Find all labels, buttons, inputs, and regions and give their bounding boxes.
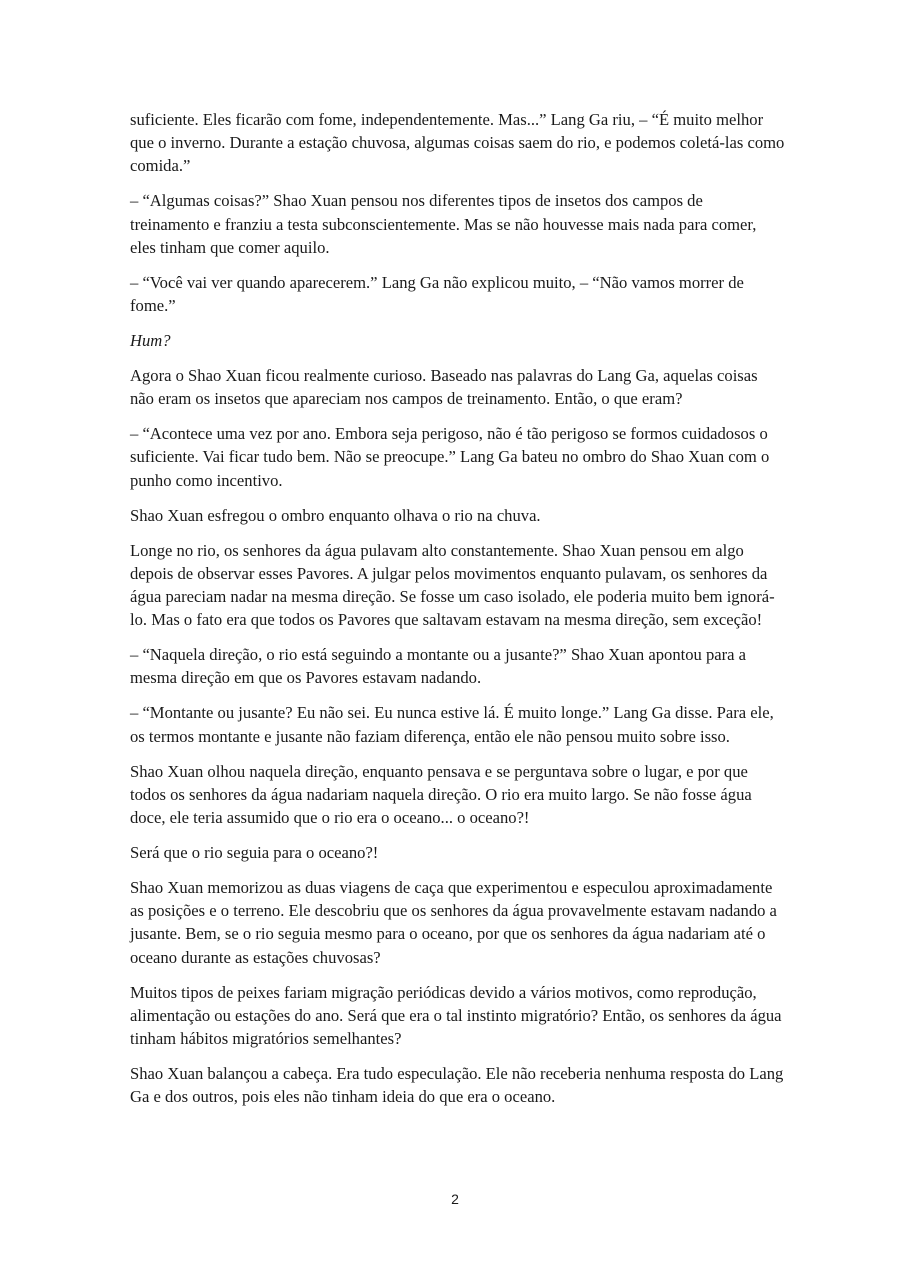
paragraph: suficiente. Eles ficarão com fome, independentemente. Mas...” Lang Ga riu, – “É muito melhor que o inverno. Durante a estação chuvosa, algumas coisas saem do rio, e podemos coletá-las como comida.” [130, 110, 785, 176]
paragraph: Shao Xuan memorizou as duas viagens de caça que experimentou e especulou aproximadamente as posições e o terreno. Ele descobriu que os senhores da água provavelmente estavam nadando a jusante. Bem, se o rio seguia mesmo para o oceano, por que os senhores da água nadariam até o oceano durante as estações chuvosas? [130, 878, 777, 967]
paragraph: Shao Xuan balançou a cabeça. Era tudo especulação. Ele não receberia nenhuma resposta do Lang Ga e dos outros, pois eles não tinham ideia do que era o oceano. [130, 1064, 784, 1107]
paragraph: – “Algumas coisas?” Shao Xuan pensou nos diferentes tipos de insetos dos campos de treinamento e franziu a testa subconscientemente. Mas se não houvesse mais nada para comer, eles tinham que comer aquilo. [130, 191, 757, 257]
paragraph: – “Acontece uma vez por ano. Embora seja perigoso, não é tão perigoso se formos cuidadosos o suficiente. Vai ficar tudo bem. Não se preocupe.” Lang Ga bateu no ombro do Shao Xuan com o punho como incentivo. [130, 424, 770, 490]
paragraph: – “Montante ou jusante? Eu não sei. Eu nunca estive lá. É muito longe.” Lang Ga disse. Para ele, os termos montante e jusante não faziam diferença, então ele não pensou muito sobre isso. [130, 703, 774, 746]
paragraph: Shao Xuan esfregou o ombro enquanto olhava o rio na chuva. [130, 505, 541, 525]
paragraph: Agora o Shao Xuan ficou realmente curioso. Baseado nas palavras do Lang Ga, aquelas coisas não eram os insetos que apareciam nos campos de treinamento. Então, o que eram? [130, 366, 758, 409]
paragraph-italic-thought: Hum? [130, 331, 171, 351]
paragraph: Shao Xuan olhou naquela direção, enquanto pensava e se perguntava sobre o lugar, e por que todos os senhores da água nadariam naquela direção. O rio era muito largo. Se não fosse água doce, ele teria assumido que o rio era o oceano... o oceano?! [130, 761, 752, 828]
paragraph: Longe no rio, os senhores da água pulavam alto constantemente. Shao Xuan pensou em algo depois de observar esses Pavores. A julgar pelos movimentos enquanto pulavam, os senhores da água pareciam nadar na mesma direção. Se fosse um caso isolado, ele poderia muito bem ignorá-lo. Mas o fato era que todos os Pavores que saltavam estavam na mesma direção, sem exceção! [130, 540, 775, 630]
paragraph: – “Naquela direção, o rio está seguindo a montante ou a jusante?” Shao Xuan apontou para a mesma direção em que os Pavores estavam nadando. [130, 645, 747, 688]
paragraph: Será que o rio seguia para o oceano?! [130, 843, 379, 863]
page-body [130, 108, 785, 1120]
paragraph: – “Você vai ver quando aparecerem.” Lang Ga não explicou muito, – “Não vamos morrer de fome.” [130, 272, 744, 316]
paragraph: Muitos tipos de peixes fariam migração periódicas devido a vários motivos, como reprodução, alimentação ou estações do ano. Será que era o tal instinto migratório? Então, os senhores da água tinham hábitos migratórios semelhantes? [130, 982, 782, 1049]
page-number: 2 [451, 1191, 459, 1207]
